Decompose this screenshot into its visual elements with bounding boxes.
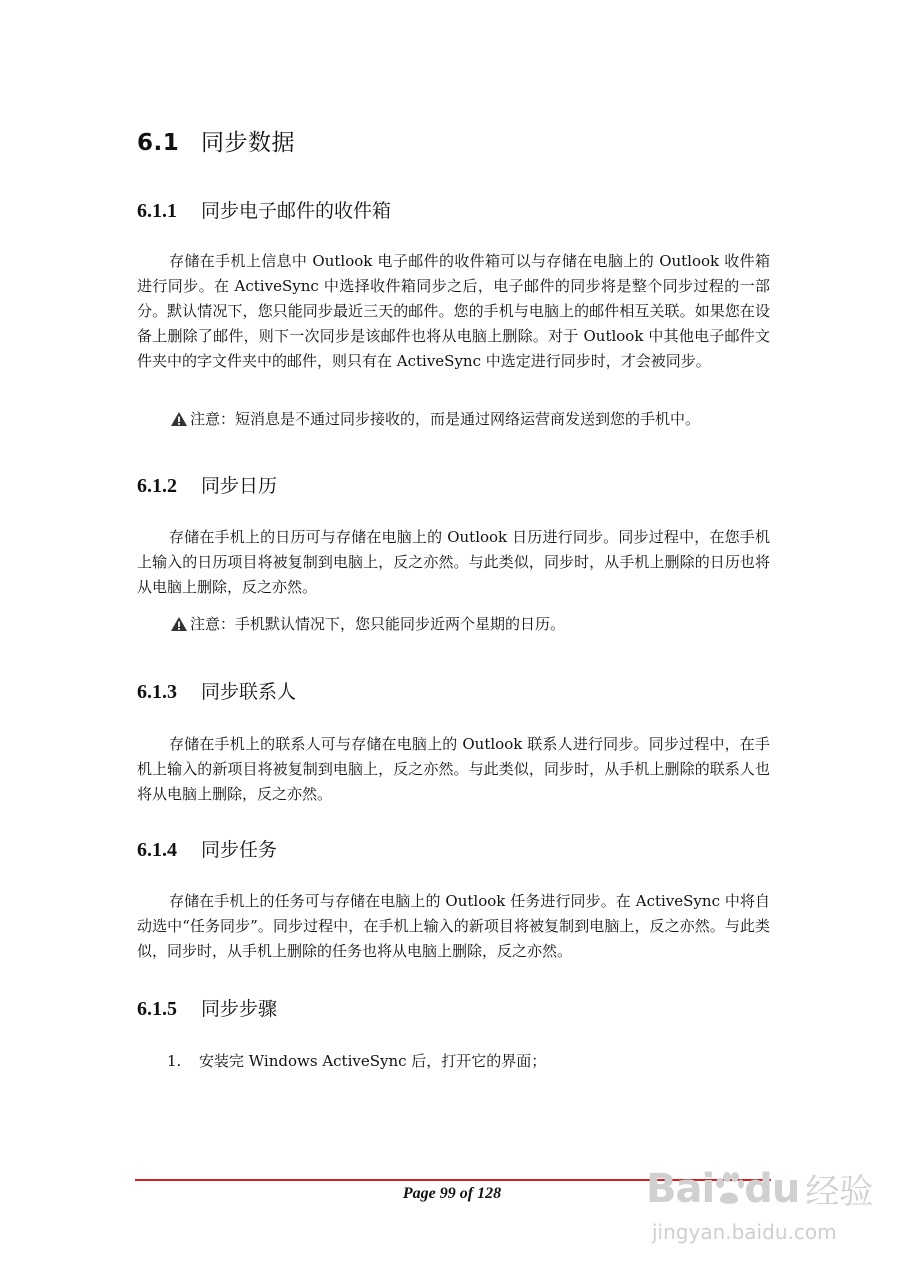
note-text: 注意：手机默认情况下，您只能同步近两个星期的日历。 — [190, 615, 566, 633]
subsection-heading-6-1-3 — [137, 677, 296, 704]
subsection-number: 6.1.2 — [137, 475, 177, 497]
watermark-brand: Bai — [646, 1165, 715, 1212]
note-sms — [170, 408, 700, 430]
section-heading — [137, 124, 295, 157]
subsection-number: 6.1.1 — [137, 200, 177, 222]
section-title: 同步数据 — [201, 130, 295, 156]
note-calendar — [170, 613, 565, 635]
paw-icon — [714, 1172, 744, 1206]
paragraph-contacts-sync: 存储在手机上的联系人可与存储在电脑上的 Outlook 联系人进行同步。同步过程中，在手机上输入的新项目将被复制到电脑上，反之亦然。与此类似，同步时，从手机上删除的联系人也将从电脑上删除，反之亦然。 — [137, 735, 770, 803]
section-number: 6.1 — [137, 130, 180, 156]
warning-triangle-icon — [170, 411, 188, 427]
step-text: 安装完 Windows ActiveSync 后，打开它的界面； — [199, 1052, 547, 1070]
subsection-title: 同步电子邮件的收件箱 — [201, 200, 392, 222]
subsection-heading-6-1-2 — [137, 471, 277, 498]
subsection-heading-6-1-4 — [137, 835, 277, 862]
subsection-title: 同步联系人 — [201, 681, 297, 703]
step-item — [167, 1050, 546, 1072]
baidu-watermark — [640, 1140, 880, 1270]
warning-triangle-icon — [170, 616, 188, 632]
watermark-url: jingyan.baidu.com — [652, 1220, 837, 1244]
subsection-heading-6-1-5 — [137, 994, 277, 1021]
subsection-heading-6-1-1 — [137, 196, 391, 223]
watermark-brand-cn: 经验 — [805, 1172, 874, 1212]
subsection-title: 同步任务 — [201, 839, 278, 861]
paragraph-inbox-sync: 存储在手机上信息中 Outlook 电子邮件的收件箱可以与存储在电脑上的 Outlook 收件箱进行同步。在 ActiveSync 中选择收件箱同步之后，电子邮件的同步将是整个同步过程的一部分。默认情况下，您只能同步最近三天的邮件。您的手机与电脑上的邮件相互关联。如果您在设备上删除了邮件，则下一次同步是该邮件也将从电脑上删除。对于 Outlook 中其他电子邮件文件夹中的字文件夹中的邮件，则只有在 ActiveSync 中选定进行同步时，才会被同步。 — [137, 252, 770, 370]
note-text: 注意：短消息是不通过同步接收的，而是通过网络运营商发送到您的手机中。 — [190, 410, 701, 428]
paragraph-tasks-sync: 存储在手机上的任务可与存储在电脑上的 Outlook 任务进行同步。在 ActiveSync 中将自动选中“任务同步”。同步过程中，在手机上输入的新项目将被复制到电脑上，反之亦然。与此类似，同步时，从手机上删除的任务也将从电脑上删除，反之亦然。 — [137, 892, 770, 960]
paragraph-calendar-sync: 存储在手机上的日历可与存储在电脑上的 Outlook 日历进行同步。同步过程中，在您手机上输入的日历项目将被复制到电脑上，反之亦然。与此类似，同步时，从手机上删除的日历也将从电脑上删除，反之亦然。 — [137, 528, 770, 596]
subsection-number: 6.1.3 — [137, 681, 177, 703]
subsection-number: 6.1.4 — [137, 839, 177, 861]
subsection-title: 同步步骤 — [201, 998, 278, 1020]
watermark-brand-suffix: du — [744, 1165, 800, 1212]
subsection-title: 同步日历 — [201, 475, 278, 497]
page-number: Page 99 of 128 — [402, 1185, 502, 1202]
subsection-number: 6.1.5 — [137, 998, 177, 1020]
step-number: 1. — [167, 1052, 182, 1070]
